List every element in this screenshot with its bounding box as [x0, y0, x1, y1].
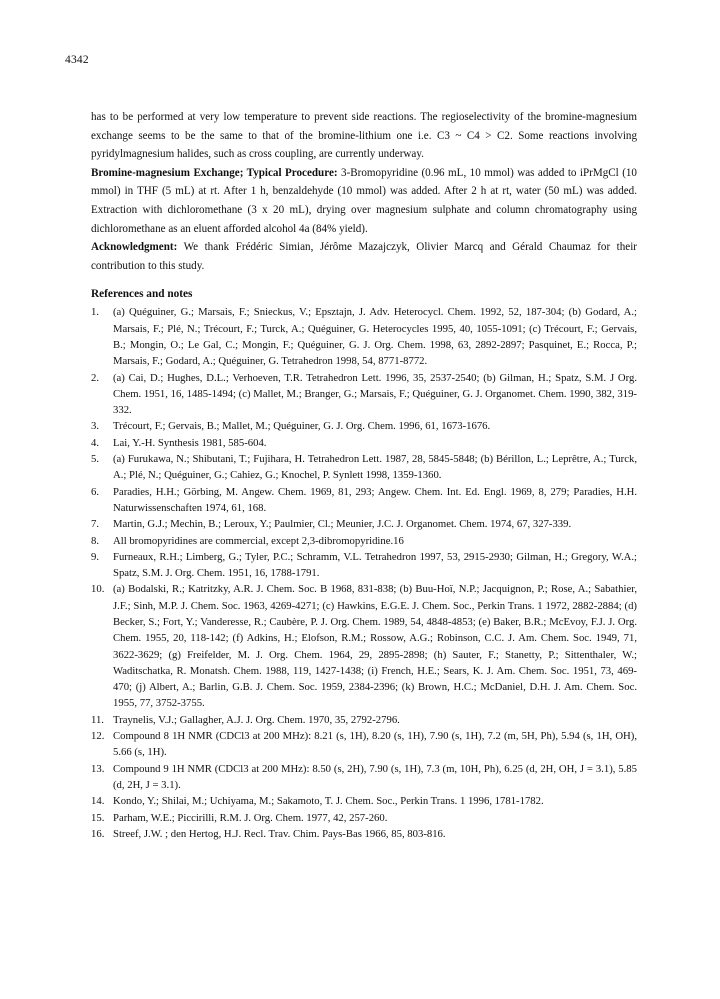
reference-text: Traynelis, V.J.; Gallagher, A.J. J. Org. Chem. 1970, 35, 2792-2796. [113, 713, 400, 726]
reference-item [91, 810, 637, 826]
reference-number: 14. [91, 795, 105, 808]
body-paragraph: has to be performed at very low temperature to prevent side reactions. The regioselectivity of the bromine-magnesium exchange seems to be the same to that of the bromine-lithium one i.e. C3 ~ C4 > C2. Some reactions involving pyridylmagnesium halides, such as cross coupling, are currently underway. [91, 111, 637, 161]
reference-item [91, 712, 637, 728]
reference-text: Martin, G.J.; Mechin, B.; Leroux, Y.; Paulmier, Cl.; Meunier, J.C. J. Organomet. Chem. 1974, 67, 327-339. [113, 518, 572, 531]
reference-number: 10. [91, 583, 105, 596]
procedure-heading: Bromine-magnesium Exchange; Typical Procedure: [91, 166, 338, 179]
reference-text: Streef, J.W. ; den Hertog, H.J. Recl. Trav. Chim. Pays-Bas 1966, 85, 803-816. [113, 827, 446, 840]
reference-text: (a) Quéguiner, G.; Marsais, F.; Snieckus, V.; Epsztajn, J. Adv. Heterocycl. Chem. 1992, 52, 187-304; (b) Godard, A.; Marsais, F.; Plé, N.; Trécourt, F.; Turck, A.; Quéguiner, G. Heterocycles 1995, 40, 1055-1091; (c) Trécourt, F.; Gervais, B.; Mongin, O.; Le Gal, C.; Mongin, F.; Quéguiner, G. J. Org. Chem. 1998, 63, 2892-2897; Pasquinet, E.; Rocca, P.; Marsais, F.; Godard, A.; Quéguiner, G. Tetrahedron 1998, 54, 8771-8772. [113, 306, 637, 368]
reference-number: 15. [91, 811, 105, 824]
reference-text: All bromopyridines are commercial, except 2,3-dibromopyridine.16 [113, 534, 404, 547]
reference-number: 5. [91, 453, 100, 466]
reference-item [91, 761, 637, 794]
reference-item [91, 728, 637, 761]
reference-text: (a) Bodalski, R.; Katritzky, A.R. J. Chem. Soc. B 1968, 831-838; (b) Buu-Hoï, N.P.; Jacquignon, P.; Rose, A.; Sabathier, J.F.; Sinh, M.P. J. Chem. Soc. 1963, 4269-4271; (c) Hawkins, E.G.E. J. Chem. Soc., Perkin Trans. 1 1972, 2882-2884; (d) Becker, S.; Fort, Y.; Vanderesse, R.; Caubère, P. J. Org. Chem. 1989, 54, 4848-4853; (e) Baker, B.R.; McEvoy, F.J. J. Org. Chem. 1955, 20, 118-142; (f) Adkins, H.; Elofson, R.M.; Rossow, A.G.; Robinson, C.C. J. Am. Chem. Soc. 1949, 71, 3622-3629; (g) Freifelder, M. J. Org. Chem. 1964, 29, 2895-2898; (h) Sauter, F.; Stanetty, P.; Sittenthaler, W.; Waditschatka, R. Monatsh. Chem. 1988, 119, 1427-1438; (i) French, H.E.; Sears, K. J. Am. Chem. Soc. 1951, 73, 469-470; (j) Albert, A.; Barlin, G.B. J. Chem. Soc. 1959, 2384-2396; (k) Brown, H.C.; McDaniel, D.H. J. Am. Chem. Soc. 1955, 77, 3752-3755. [113, 583, 637, 710]
reference-number: 9. [91, 550, 100, 563]
references-heading: References and notes [91, 288, 193, 301]
procedure-text: 3-Bromopyridine (0.96 mL, 10 mmol) was added to iPrMgCl (10 mmol) in THF (5 mL) at rt. After 1 h, benzaldehyde (10 mmol) was added. After 2 h at rt, water (50 mL) was added. Extraction with dichloromethane (3 x 20 mL), drying over magnesium sulphate and column chromatography using dichloromethane as an eluent afforded alcohol 4a (84% yield). [91, 166, 637, 235]
reference-text: Compound 9 1H NMR (CDCl3 at 200 MHz): 8.50 (s, 2H), 7.90 (s, 1H), 7.3 (m, 10H, Ph), 6.25 (d, 2H, OH, J = 3.1), 5.85 (d, 2H, J = 3.1). [113, 762, 637, 791]
reference-item [91, 304, 637, 369]
reference-number: 7. [91, 518, 100, 531]
reference-text: Trécourt, F.; Gervais, B.; Mallet, M.; Quéguiner, G. J. Org. Chem. 1996, 61, 1673-1676. [113, 420, 491, 433]
reference-number: 6. [91, 485, 100, 498]
reference-text: Paradies, H.H.; Görbing, M. Angew. Chem. 1969, 81, 293; Angew. Chem. Int. Ed. Engl. 1969, 8, 279; Paradies, H.H. Naturwissenschaften 1974, 61, 168. [113, 485, 637, 514]
reference-item [91, 484, 637, 517]
article-body [91, 108, 637, 842]
reference-item [91, 581, 637, 711]
reference-text: (a) Cai, D.; Hughes, D.L.; Verhoeven, T.R. Tetrahedron Lett. 1996, 35, 2537-2540; (b) Gilman, H.; Spatz, S.M. J Org. Chem. 1951, 16, 1485-1494; (c) Mallet, M.; Branger, G.; Marsais, F.; Quéguiner, G. J. Organomet. Chem. 1990, 382, 319-332. [113, 371, 637, 417]
reference-number: 11. [91, 713, 104, 726]
reference-item [91, 826, 637, 842]
reference-number: 2. [91, 371, 100, 384]
reference-number: 4. [91, 436, 100, 449]
reference-number: 8. [91, 534, 100, 547]
reference-item [91, 533, 637, 549]
reference-item [91, 435, 637, 451]
reference-text: Kondo, Y.; Shilai, M.; Uchiyama, M.; Sakamoto, T. J. Chem. Soc., Perkin Trans. 1 1996, 1781-1782. [113, 795, 544, 808]
reference-item [91, 451, 637, 484]
acknowledgment-paragraph [91, 238, 637, 275]
page-number: 4342 [65, 54, 89, 66]
procedure-paragraph [91, 164, 637, 238]
references-list [91, 304, 637, 842]
reference-item [91, 418, 637, 434]
reference-text: Parham, W.E.; Piccirilli, R.M. J. Org. Chem. 1977, 42, 257-260. [113, 811, 388, 824]
reference-text: Compound 8 1H NMR (CDCl3 at 200 MHz): 8.21 (s, 1H), 8.20 (s, 1H), 7.90 (s, 1H), 7.2 (m, 5H, Ph), 5.94 (s, 1H, OH), 5.66 (s, 1H). [113, 730, 637, 759]
reference-item [91, 516, 637, 532]
reference-item [91, 793, 637, 809]
reference-text: (a) Furukawa, N.; Shibutani, T.; Fujihara, H. Tetrahedron Lett. 1987, 28, 5845-5848; (b) Bérillon, L.; Leprêtre, A.; Turck, A.; Plé, N.; Quéguiner, G.; Cahiez, G.; Knochel, P. Synlett 1998, 1359-1360. [113, 453, 637, 482]
reference-number: 12. [91, 730, 105, 743]
reference-item [91, 370, 637, 419]
reference-text: Lai, Y.-H. Synthesis 1981, 585-604. [113, 436, 267, 449]
acknowledgment-heading: Acknowledgment: [91, 241, 178, 254]
reference-number: 13. [91, 762, 105, 775]
reference-text: Furneaux, R.H.; Limberg, G.; Tyler, P.C.; Schramm, V.L. Tetrahedron 1997, 53, 2915-2930; Gilman, H.; Gregory, W.A.; Spatz, S.M. J. Org. Chem. 1951, 16, 1788-1791. [113, 550, 637, 580]
reference-number: 3. [91, 420, 100, 433]
reference-number: 16. [91, 827, 105, 840]
acknowledgment-text: We thank Frédéric Simian, Jérôme Mazajczyk, Olivier Marcq and Gérald Chaumaz for their contribution to this study. [91, 241, 637, 272]
reference-item [91, 549, 637, 582]
reference-number: 1. [91, 306, 100, 319]
